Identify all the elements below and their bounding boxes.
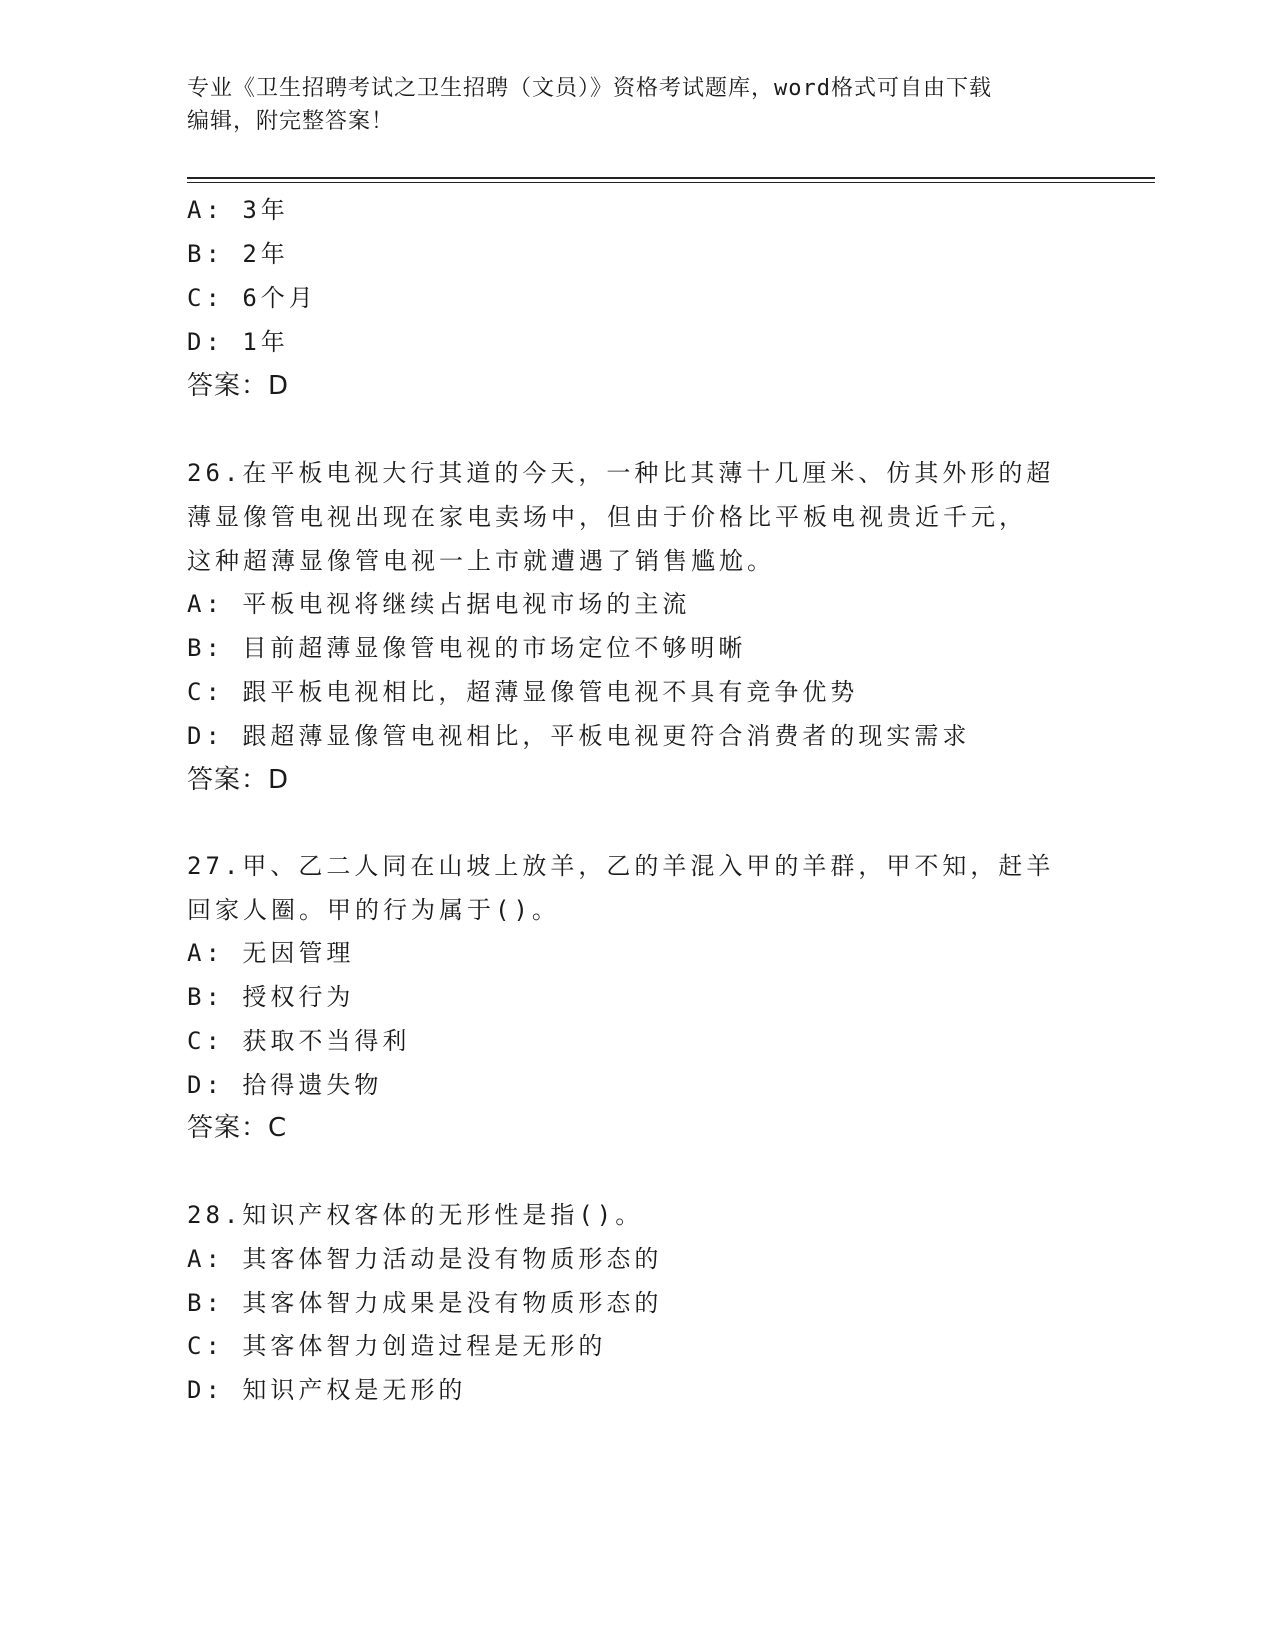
- q27-option-a: A: 无因管理: [187, 939, 355, 967]
- header-divider-thin: [187, 182, 1155, 183]
- q27-stem-line-2: 回家人圈。甲的行为属于()。: [187, 896, 560, 924]
- q26-option-c: C: 跟平板电视相比，超薄显像管电视不具有竞争优势: [187, 678, 859, 706]
- q26-stem-line-1: 26.在平板电视大行其道的今天，一种比其薄十几厘米、仿其外形的超: [187, 459, 1055, 487]
- q26-stem-line-2: 薄显像管电视出现在家电卖场中，但由于价格比平板电视贵近千元，: [187, 503, 1027, 531]
- header-line-1: 专业《卫生招聘考试之卫生招聘（文员）》资格考试题库，word格式可自由下载: [187, 76, 992, 101]
- q27-answer: 答案：C: [187, 1113, 288, 1143]
- q28-option-b: B: 其客体智力成果是没有物质形态的: [187, 1289, 663, 1317]
- q28-option-a: A: 其客体智力活动是没有物质形态的: [187, 1245, 663, 1273]
- q26-answer: 答案：D: [187, 765, 290, 795]
- q26-stem-line-3: 这种超薄显像管电视一上市就遭遇了销售尴尬。: [187, 547, 775, 575]
- header-divider-thick: [187, 177, 1155, 179]
- q27-option-b: B: 授权行为: [187, 983, 355, 1011]
- q25-option-b: B: 2年: [187, 240, 289, 268]
- q25-option-a: A: 3年: [187, 196, 289, 224]
- q26-option-d: D: 跟超薄显像管电视相比，平板电视更符合消费者的现实需求: [187, 722, 971, 750]
- header-line-2: 编辑，附完整答案！: [187, 109, 395, 134]
- document-header: [187, 72, 1087, 138]
- q25-option-c: C: 6个月: [187, 284, 317, 312]
- q25-option-d: D: 1年: [187, 328, 289, 356]
- q26-option-a: A: 平板电视将继续占据电视市场的主流: [187, 590, 691, 618]
- q27-option-c: C: 获取不当得利: [187, 1027, 411, 1055]
- q28-option-d: D: 知识产权是无形的: [187, 1376, 467, 1404]
- q26-option-b: B: 目前超薄显像管电视的市场定位不够明晰: [187, 634, 747, 662]
- q27-stem-line-1: 27.甲、乙二人同在山坡上放羊，乙的羊混入甲的羊群，甲不知，赶羊: [187, 852, 1055, 880]
- q28-option-c: C: 其客体智力创造过程是无形的: [187, 1332, 607, 1360]
- q25-answer: 答案：D: [187, 371, 290, 401]
- q28-stem-line-1: 28.知识产权客体的无形性是指()。: [187, 1201, 644, 1229]
- q27-option-d: D: 拾得遗失物: [187, 1071, 383, 1099]
